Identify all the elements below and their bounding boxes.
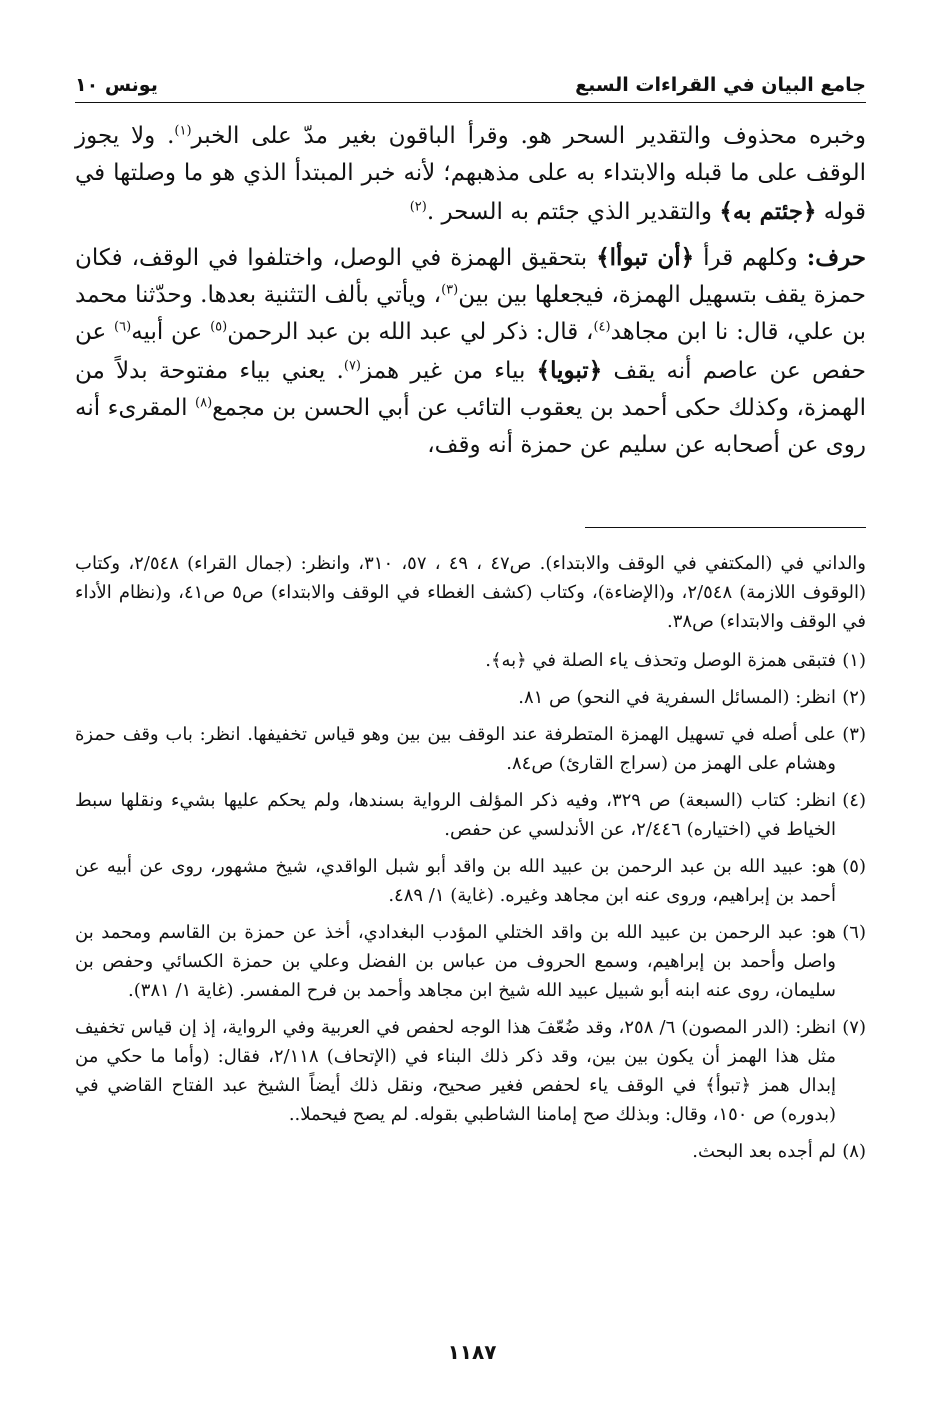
footnote-item xyxy=(75,918,866,1005)
text-run: . ولا يجوز الوقف على ما قبله والابتداء به على مذهبهم؛ لأنه خبر المبتدأ الذي هو ما وصلتها في قوله xyxy=(75,123,866,225)
footnote-number: (٢) xyxy=(842,687,866,708)
text-run: عن أبيه xyxy=(131,319,211,346)
footnote-text: لم أجده بعد البحث. xyxy=(692,1141,836,1162)
footnote-text: هو: عبد الرحمن بن عبيد الله بن واقد الختلي المؤدب البغدادي، أخذ عن حمزة بن القاسم ومحمد بن واصل وأحمد بن إبراهيم، وسمع الحروف من عباس بن الفضل وعلي بن حمزة الكسائي وحفص بن سليمان، روى عنه ابنه أبو شبيل عبيد الله شيخ ابن مجاهد وأحمد بن فرح المفسر. (غاية ١/ ٣٨١). xyxy=(75,922,836,1001)
footnote-item xyxy=(75,852,866,910)
main-paragraph xyxy=(75,239,866,465)
footnote-item xyxy=(75,646,866,675)
section-label: حرف: xyxy=(806,243,867,271)
footnote-ref-3[interactable]: (٣) xyxy=(441,282,459,298)
footnote-number: (٥) xyxy=(842,856,866,877)
running-header xyxy=(75,68,866,103)
main-text xyxy=(75,118,866,465)
text-run: المقرىء أنه روى عن أصحابه عن سليم عن حمزة أنه وقف، xyxy=(75,395,866,459)
footnote-number: (٤) xyxy=(842,790,866,811)
footnotes xyxy=(75,549,866,1166)
footnote-item xyxy=(75,683,866,712)
quranic-quote: ﴿تبويا﴾ xyxy=(536,356,603,384)
text-run: . يعني بياء مفتوحة بدلاً من الهمزة، وكذلك حكى أحمد بن يعقوب التائب عن أبي الحسن بن مجمع xyxy=(75,357,866,422)
main-paragraph xyxy=(75,118,866,231)
quranic-quote: ﴿أن تبوأا﴾ xyxy=(596,243,695,271)
footnote-item xyxy=(75,786,866,844)
footnote-ref-8[interactable]: (٨) xyxy=(195,395,213,411)
footnote-number: (٦) xyxy=(842,922,866,943)
book-title: جامع البيان في القراءات السبع xyxy=(575,74,866,96)
footnote-item xyxy=(75,720,866,778)
text-run: بتحقيق الهمزة في الوصل، واختلفوا في الوقف، فكان حمزة يقف بتسهيل الهمزة، فيجعلها بين بين xyxy=(75,244,866,309)
footnote-number: (١) xyxy=(842,650,866,671)
text-run: ، ويأتي بألف التثنية بعدها. وحدّثنا محمد بن علي، قال: نا ابن مجاهد xyxy=(75,282,866,346)
footnote-ref-6[interactable]: (٦) xyxy=(114,319,132,335)
surah-label: يونس ١٠ xyxy=(75,74,158,96)
footnote-text: انظر: كتاب (السبعة) ص ٣٢٩، وفيه ذكر المؤلف الرواية بسندها، ولم يحكم عليها بشيء ونقلها سبط الخياط في (اختياره) ٢/٤٤٦، عن الأندلسي عن حفص. xyxy=(75,790,836,840)
text-run: عن حفص عن عاصم أنه يقف xyxy=(75,319,867,384)
footnote-text: على أصله في تسهيل الهمزة المتطرفة عند الوقف بين بين وهو قياس تخفيفها. انظر: باب وقف حمزة وهشام على الهمز من (سراج القارئ) ص٨٤. xyxy=(75,724,836,774)
page-number: ١١٨٧ xyxy=(447,1340,497,1364)
text-run: بياء من غير همز xyxy=(361,357,537,384)
footnote-text: انظر: (المسائل السفرية في النحو) ص ٨١. xyxy=(518,687,836,708)
text-run: والتقدير الذي جئتم به السحر . xyxy=(426,198,720,225)
footnote-ref-5[interactable]: (٥) xyxy=(210,319,228,335)
footnote-ref-7[interactable]: (٧) xyxy=(343,358,361,374)
footnote-ref-2[interactable]: (٢) xyxy=(409,198,427,214)
footnote-number: (٨) xyxy=(842,1141,866,1162)
text-run: ، قال: ذكر لي عبد الله بن عبد الرحمن xyxy=(227,319,594,346)
footnote-text: فتبقى همزة الوصل وتحذف ياء الصلة في ﴿به﴾. xyxy=(485,650,836,671)
footnote-separator xyxy=(585,527,866,528)
footnote-text: هو: عبيد الله بن عبد الرحمن بن عبيد الله بن واقد أبو شبل الواقدي، شيخ مشهور، روى عن أبيه عن أحمد بن إبراهيم، وروى عنه ابن مجاهد وغيره. (غاية) ١/ ٤٨٩. xyxy=(75,856,836,906)
footnote-ref-4[interactable]: (٤) xyxy=(593,319,611,335)
footnote-ref-1[interactable]: (١) xyxy=(174,123,192,139)
footnote-item xyxy=(75,1013,866,1129)
footnote-continuation: والداني في (المكتفي في الوقف والابتداء). ص٤٧ ، ٤٩ ، ٥٧، ٣١٠، وانظر: (جمال القراء) ٢/٥٤٨، وكتاب (الوقوف اللازمة) ٢/٥٤٨، و(الإضاءة)، وكتاب (كشف الغطاء في الوقف والابتداء) ص٥ ص٤١، و(نظام الأداء في الوقف والابتداء) ص٣٨. xyxy=(75,553,867,632)
footnote-text: انظر: (الدر المصون) ٦/ ٢٥٨، وقد ضُعّفَ هذا الوجه لحفص في العربية وفي الرواية، إذ إن قياس تخفيف مثل هذا الهمز أن يكون بين بين، وقد ذكر ذلك البناء في (الإتحاف) ٢/١١٨، فقال: (وأما ما حكي من إبدال همز ﴿تبوأ﴾ في الوقف ياء لحفص فغير صحيح، ونقل ذلك أيضاً الشيخ عبد الفتاح القاضي في (بدوره) ص ١٥٠، وقال: وبذلك صح إمامنا الشاطبي بقوله. لم يصح فيحملا.. xyxy=(75,1017,836,1125)
quranic-quote: ﴿جئتم به﴾ xyxy=(719,197,817,225)
text-run: وخبره محذوف والتقدير السحر هو. وقرأ الباقون بغير مدّ على الخبر xyxy=(191,123,866,149)
footnote-number: (٣) xyxy=(842,724,866,745)
footnote-item xyxy=(75,1137,866,1166)
text-run: وكلهم قرأ xyxy=(694,244,807,271)
footnote-number: (٧) xyxy=(842,1017,866,1038)
